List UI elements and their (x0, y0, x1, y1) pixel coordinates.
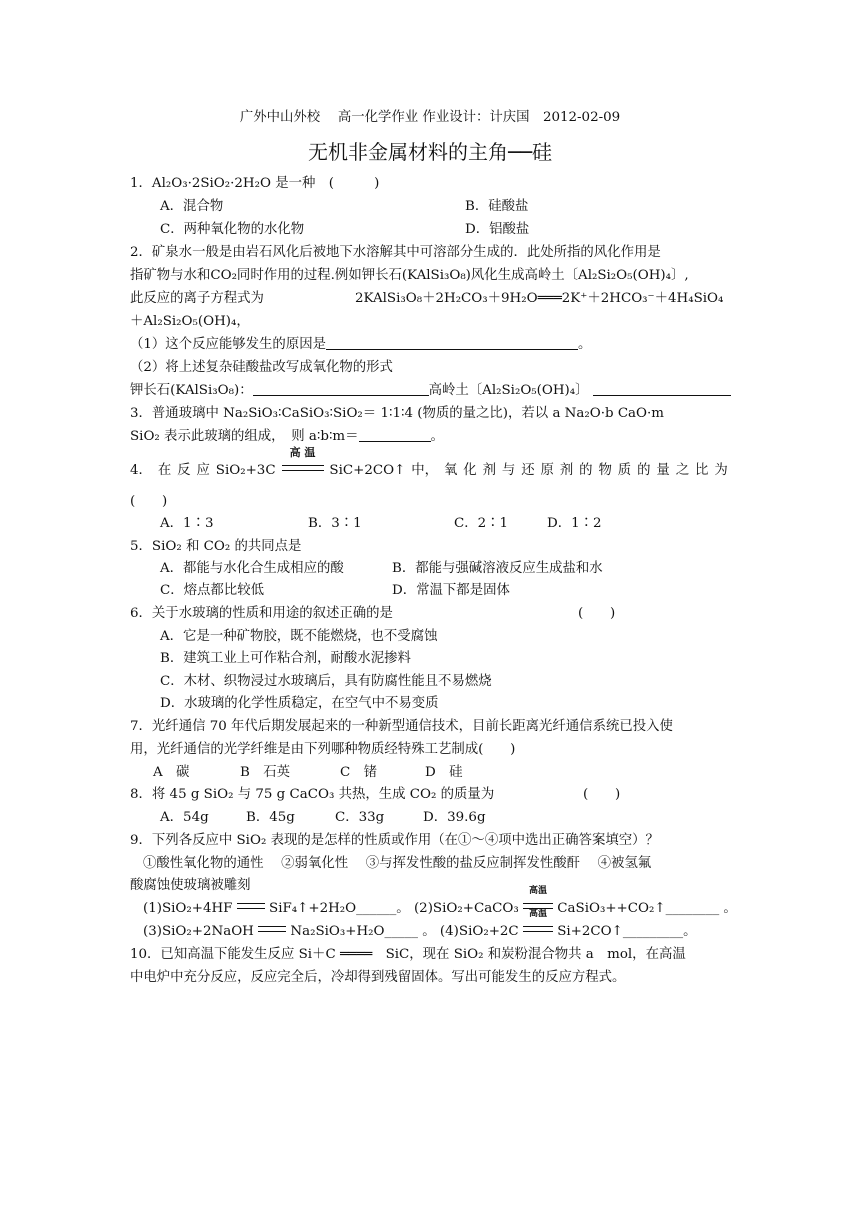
q9-r2-reactants: (2)SiO₂+CaCO₃ (413, 901, 519, 916)
q2-line3-label: 此反应的离子方程式为 (130, 291, 264, 306)
q2-sub2a-blank[interactable] (253, 381, 429, 396)
q4-word: 与 (501, 463, 516, 478)
q5-option-b: B．都能与强碱溶液反应生成盐和水 (392, 561, 603, 576)
q6-answer-paren[interactable]: ( ) (578, 606, 616, 621)
q7-line1: 7．光纤通信 70 年代后期发展起来的一种新型通信技术，目前长距离光纤通信系统已投入使 (130, 719, 673, 734)
q1-option-a: A．混合物 (160, 199, 224, 214)
q2-sub2a-label: 钾长石(KAlSi₃O₈)： (130, 383, 253, 398)
q10-line2: 中电炉中充分反应，反应完全后，冷却得到残留固体。写出可能发生的反应方程式。 (130, 970, 626, 985)
q9-r4-products: Si+2CO↑_________。 (557, 924, 697, 939)
q7-option-c: C 锗 (340, 765, 378, 780)
q4-word: 剂 (482, 463, 496, 478)
q4-option-b: B．3∶1 (308, 516, 362, 531)
q4-word: 比 (695, 463, 709, 478)
q4-option-a: A．1∶3 (160, 516, 214, 531)
q2-sub2: （2）将上述复杂硅酸盐改写成氧化物的形式 (130, 360, 393, 375)
q1-option-c: C．两种氧化物的水化物 (160, 222, 305, 237)
q9-r3-equals (258, 926, 286, 932)
q8-option-c: C．33g (335, 810, 385, 825)
q4-word: 物 (598, 463, 612, 478)
q3-line2-end: 。 (430, 429, 444, 444)
q8-stem: 8．将 45 g SiO₂ 与 75 g CaCO₃ 共热，生成 CO₂ 的质量为 (130, 787, 495, 802)
q9-reaction-3-4 (143, 909, 697, 942)
q4-word: 应 (196, 463, 210, 478)
q9-r1-reactants: (1)SiO₂+4HF (143, 901, 233, 916)
q2-sub1-blank[interactable] (326, 335, 578, 350)
page-header: 广外中山外校 高一化学作业 作业设计：计庆国 2012-02-09 (239, 110, 621, 125)
q4-word: SiC+2CO↑ (329, 463, 406, 478)
q4-word: 的 (637, 463, 651, 478)
q7-option-b: B 石英 (240, 765, 291, 780)
q9-r2-condition-label: 高温 (529, 886, 548, 896)
q7-line2: 用，光纤通信的光学纤维是由下列哪种物质经特殊工艺制成( ) (130, 742, 516, 757)
q3-line2-text: SiO₂ 表示此玻璃的组成， 则 a∶b∶m＝ (130, 429, 359, 444)
q3-line2 (130, 427, 444, 447)
q4-word: 中， (411, 463, 439, 478)
q5-stem: 5．SiO₂ 和 CO₂ 的共同点是 (130, 539, 302, 554)
q4-condition-label: 高 温 (289, 446, 316, 459)
q4-word: 氧 (443, 463, 458, 478)
q4-option-d: D．1∶2 (547, 516, 602, 531)
q4-stem (130, 446, 728, 481)
q8-answer-paren[interactable]: ( ) (583, 787, 621, 802)
q4-condition-arrow (282, 446, 324, 481)
q9-r1-equals (237, 903, 265, 909)
q4-word: 化 (463, 463, 477, 478)
q6-option-c: C．木材、织物浸过水玻璃后，具有防腐性能且不易燃烧 (160, 674, 492, 689)
q4-word: 剂 (559, 463, 574, 478)
q4-word: SiO₂+3C (215, 463, 276, 478)
q3-line1: 3．普通玻璃中 Na₂SiO₃∶CaSiO₃∶SiO₂＝ 1∶1∶4 (物质的量之比)，若以 a Na₂O·b CaO·m (130, 406, 664, 421)
q9-r3-reactants: (3)SiO₂+2NaOH (143, 924, 254, 939)
q9-reaction-1-2 (143, 886, 737, 919)
q2-line1: 2．矿泉水一般是由岩石风化后被地下水溶解其中可溶部分生成的．此处所指的风化作用是 (130, 245, 661, 260)
q5-option-d: D．常温下都是固体 (392, 583, 510, 598)
q2-sub2b-label: 高岭土〔Al₂Si₂O₅(OH)₄〕 (428, 383, 589, 398)
q9-r4-condition-arrow (523, 909, 553, 942)
q7-option-a: A 碳 (153, 765, 190, 780)
q9-r4-condition-label: 高温 (528, 909, 547, 919)
q9-r2-products: CaSiO₃++CO₂↑________ 。 (557, 901, 737, 916)
q9-r3-products: Na₂SiO₃+H₂O_____ 。 (290, 924, 436, 939)
q10-line1: 10．已知高温下能发生反应 Si＋C ════ SiC，现在 SiO₂ 和炭粉混合物共 a mol，在高温 (130, 947, 686, 962)
q2-sub1 (130, 335, 591, 355)
q9-options: ①酸性氧化物的通性 ②弱氧化性 ③与挥发性酸的盐反应制挥发性酸酐 ④被氢氟 (143, 856, 652, 871)
q2-ionic-equation: 2KAlSi₃O₈＋2H₂CO₃＋9H₂O═══2K⁺＋2HCO₃⁻＋4H₄SiO₄ (355, 291, 724, 306)
q6-option-b: B．建筑工业上可作粘合剂，耐酸水泥掺料 (160, 651, 411, 666)
q4-word: 之 (675, 463, 690, 478)
q4-word: 质 (617, 463, 632, 478)
q5-option-c: C．熔点都比较低 (160, 583, 264, 598)
q4-word: 在 (157, 463, 172, 478)
q6-option-a: A．它是一种矿物胶，既不能燃烧，也不受腐蚀 (160, 629, 438, 644)
q5-option-a: A．都能与水化合生成相应的酸 (160, 561, 344, 576)
q4-word: 为 (714, 463, 728, 478)
q1-option-d: D．铝酸盐 (465, 222, 530, 237)
q6-option-d: D．水玻璃的化学性质稳定，在空气中不易变质 (160, 696, 439, 711)
q9-r1-products: SiF₄↑+2H₂O______。 (269, 901, 410, 916)
q4-word: 的 (579, 463, 593, 478)
q4-answer-paren[interactable]: ( ) (130, 494, 168, 509)
q4-word: 4． (130, 463, 152, 478)
q2-sub2-answers (130, 381, 731, 401)
q2-sub1-text: （1）这个反应能够发生的原因是 (130, 337, 326, 352)
q2-sub2b-blank[interactable] (593, 381, 731, 396)
q9-stem: 9．下列各反应中 SiO₂ 表现的是怎样的性质或作用（在①～④项中选出正确答案填空）？ (130, 833, 659, 848)
q2-line2: 指矿物与水和CO₂同时作用的过程.例如钾长石(KAlSi₃O₈)风化生成高岭土〔Al₂Si₂O₅(OH)₄〕, (130, 268, 689, 283)
q2-line4: ＋Al₂Si₂O₅(OH)₄， (130, 314, 250, 329)
q1-option-b: B．硅酸盐 (465, 199, 529, 214)
q8-option-b: B．45g (246, 810, 295, 825)
q3-blank[interactable] (359, 427, 431, 442)
page-title: 无机非金属材料的主角──硅 (307, 140, 553, 164)
q9-r4-reactants: (4)SiO₂+2C (439, 924, 519, 939)
q9-options-cont: 酸腐蚀使玻璃被雕刻 (130, 878, 251, 893)
q4-word: 还 (521, 463, 535, 478)
q4-word: 原 (540, 463, 554, 478)
q7-option-d: D 硅 (425, 765, 463, 780)
q2-sub1-end: 。 (578, 337, 592, 352)
q4-word: 量 (656, 463, 670, 478)
q8-option-d: D．39.6g (423, 810, 486, 825)
q4-option-c: C．2∶1 (454, 516, 509, 531)
q6-stem: 6．关于水玻璃的性质和用途的叙述正确的是 (130, 606, 393, 621)
q1-stem: 1．Al₂O₃·2SiO₂·2H₂O 是一种 ( ) (130, 176, 380, 191)
q8-option-a: A．54g (160, 810, 209, 825)
q4-word: 反 (177, 463, 191, 478)
